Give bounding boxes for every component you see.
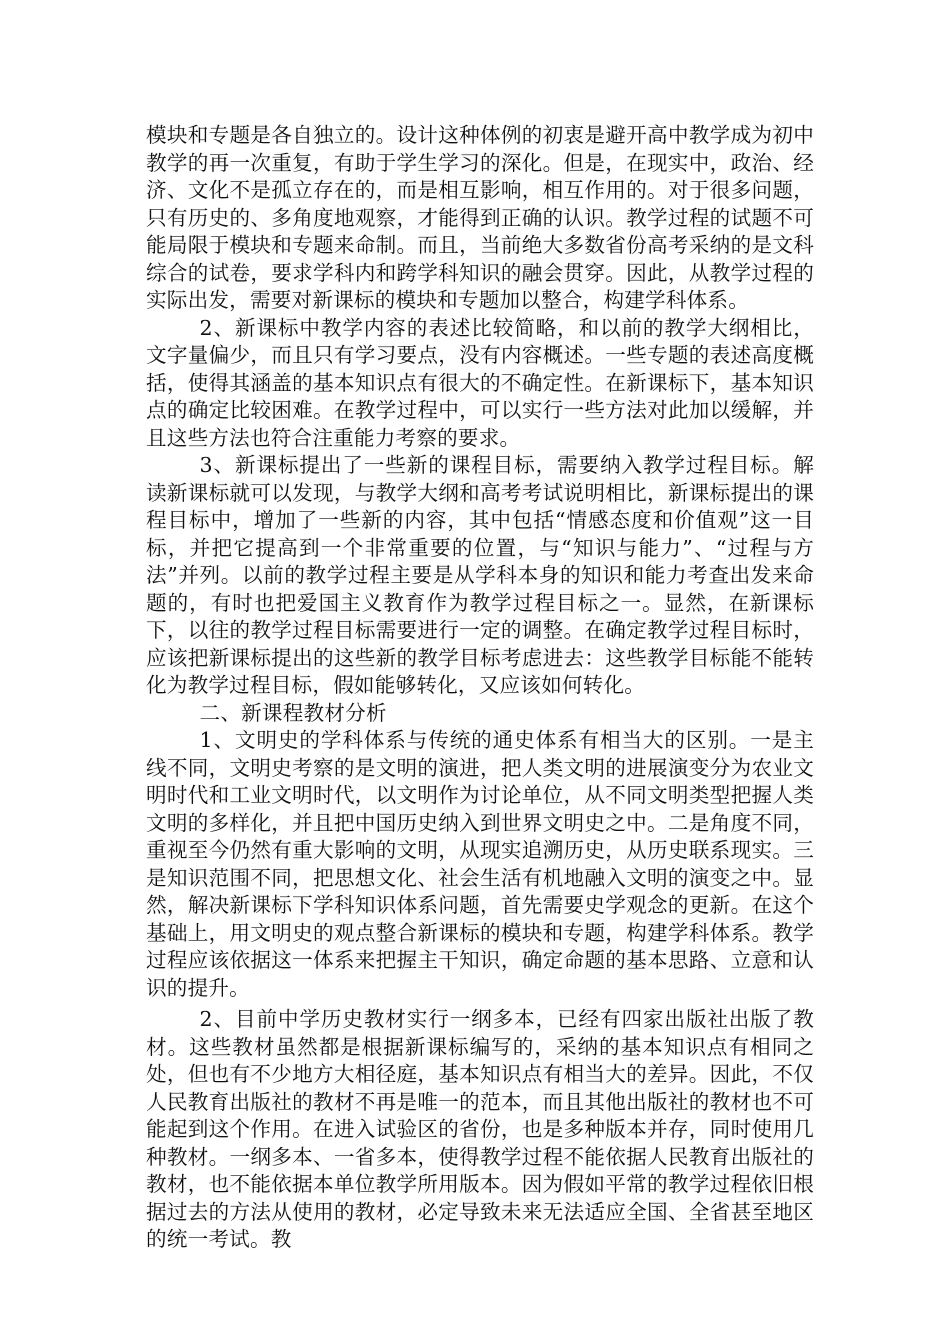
document-body <box>146 122 814 1254</box>
paragraph-point-3: 3、新课标提出了一些新的课程目标，需要纳入教学过程目标。解读新课标就可以发现，与教学大纲和高考考试说明相比，新课标提出的课程目标中，增加了一些新的内容，其中包括“情感态度和价值观”这一目标，并把它提高到一个非常重要的位置，与“知识与能力”、“过程与方法”并列。以前的教学过程主要是从学科本身的知识和能力考查出发来命题的，有时也把爱国主义教育作为教学过程目标之一。显然，在新课标下，以往的教学过程目标需要进行一定的调整。在确定教学过程目标时，应该把新课标提出的这些新的教学目标考虑进去：这些教学目标能不能转化为教学过程目标，假如能够转化，又应该如何转化。 <box>146 453 814 697</box>
paragraph-material-1: 1、文明史的学科体系与传统的通史体系有相当大的区别。一是主线不同，文明史考察的是文明的演进，把人类文明的进展演变分为农业文明时代和工业文明时代，以文明作为讨论单位，从不同文明类型把握人类文明的多样化，并且把中国历史纳入到世界文明史之中。二是角度不同，重视至今仍然有重大影响的文明，从现实追溯历史，从历史联系现实。三是知识范围不同，把思想文化、社会生活有机地融入文明的演变之中。显然，解决新课标下学科知识体系问题，首先需要史学观念的更新。在这个基础上，用文明史的观点整合新课标的模块和专题，构建学科体系。教学过程应该依据这一体系来把握主干知识，确定命题的基本思路、立意和认识的提升。 <box>146 728 814 1000</box>
section-heading: 二、新课程教材分析 <box>199 700 387 725</box>
paragraph-continuation: 模块和专题是各自独立的。设计这种体例的初衷是避开高中教学成为初中教学的再一次重复，有助于学生学习的深化。但是，在现实中，政治、经济、文化不是孤立存在的，而是相互影响，相互作用的。对于很多问题，只有历史的、多角度地观察，才能得到正确的认识。教学过程的试题不可能局限于模块和专题来命制。而且，当前绝大多数省份高考采纳的是文科综合的试卷，要求学科内和跨学科知识的融会贯穿。因此，从教学过程的实际出发，需要对新课标的模块和专题加以整合，构建学科体系。 <box>146 123 814 312</box>
paragraph-point-2: 2、新课标中教学内容的表述比较简略，和以前的教学大纲相比，文字量偏少，而且只有学习要点，没有内容概述。一些专题的表述高度概括，使得其涵盖的基本知识点有很大的不确定性。在新课标下，基本知识点的确定比较困难。在教学过程中，可以实行一些方法对此加以缓解，并且这些方法也符合注重能力考察的要求。 <box>146 315 814 450</box>
paragraph-material-2: 2、目前中学历史教材实行一纲多本，已经有四家出版社出版了教材。这些教材虽然都是根据新课标编写的，采纳的基本知识点有相同之处，但也有不少地方大相径庭，基本知识点有相当大的差异。因此，不仅人民教育出版社的教材不再是唯一的范本，而且其他出版社的教材也不可能起到这个作用。在进入试验区的省份，也是多种版本并存，同时使用几种教材。一纲多本、一省多本，使得教学过程不能依据人民教育出版社的教材，也不能依据本单位教学所用版本。因为假如平常的教学过程依旧根据过去的方法从使用的教材，必定导致未来无法适应全国、全省甚至地区的统一考试。教 <box>146 1007 814 1251</box>
